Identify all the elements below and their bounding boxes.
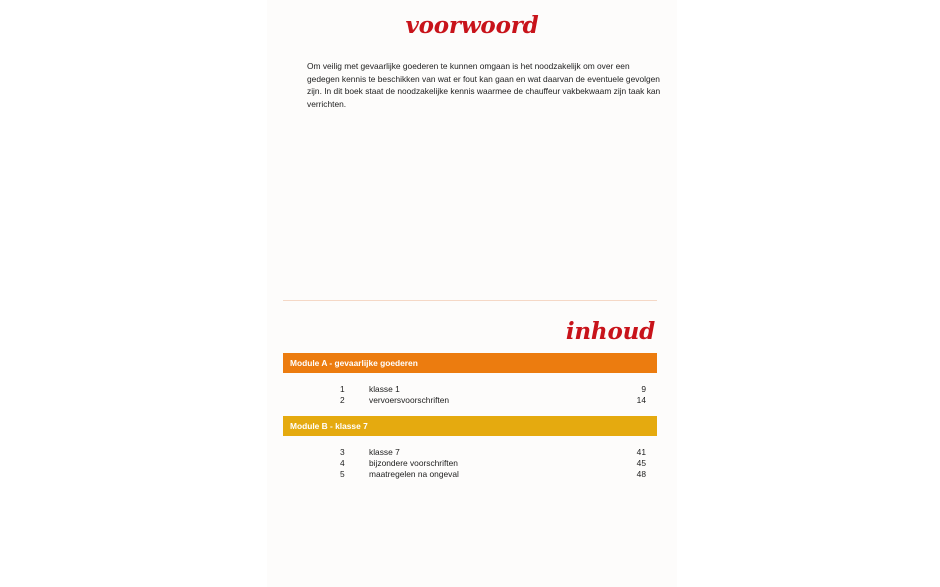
- toc-chapter-number: 1: [340, 384, 345, 394]
- toc-page-number: 48: [636, 469, 646, 479]
- voorwoord-title: voorwoord: [405, 12, 539, 39]
- toc-chapter-title: maatregelen na ongeval: [369, 469, 459, 479]
- toc-row[interactable]: [283, 395, 657, 406]
- toc-chapter-number: 3: [340, 447, 345, 457]
- voorwoord-text: Om veilig met gevaarlijke goederen te kunnen omgaan is het noodzakelijk om over een gedegen kennis te beschikken van wat er fout kan gaan en wat daarvan de eventuele gevolgen zijn. In dit boek staat de noodzakelijke kennis waarmee de chauffeur vakbekwaam zijn taak kan verrichten.: [307, 61, 661, 109]
- module-a-toc: [283, 384, 657, 406]
- toc-page-number: 14: [636, 395, 646, 405]
- toc-page-number: 45: [636, 458, 646, 468]
- toc-chapter-number: 4: [340, 458, 345, 468]
- document-page: [267, 0, 677, 587]
- section-divider: [283, 300, 657, 301]
- toc-row[interactable]: [283, 384, 657, 395]
- module-a-header: Module A - gevaarlijke goederen: [283, 353, 657, 373]
- toc-chapter-title: klasse 7: [369, 447, 400, 457]
- toc-chapter-number: 2: [340, 395, 345, 405]
- toc-row[interactable]: [283, 447, 657, 458]
- toc-row[interactable]: [283, 458, 657, 469]
- toc-chapter-number: 5: [340, 469, 345, 479]
- toc-chapter-title: klasse 1: [369, 384, 400, 394]
- toc-chapter-title: bijzondere voorschriften: [369, 458, 458, 468]
- module-b-header: Module B - klasse 7: [283, 416, 657, 436]
- module-b-toc: [283, 447, 657, 480]
- inhoud-title: inhoud: [565, 318, 655, 345]
- toc-chapter-title: vervoersvoorschriften: [369, 395, 450, 405]
- toc-page-number: 9: [641, 384, 646, 394]
- toc-row[interactable]: [283, 469, 657, 480]
- toc-page-number: 41: [636, 447, 646, 457]
